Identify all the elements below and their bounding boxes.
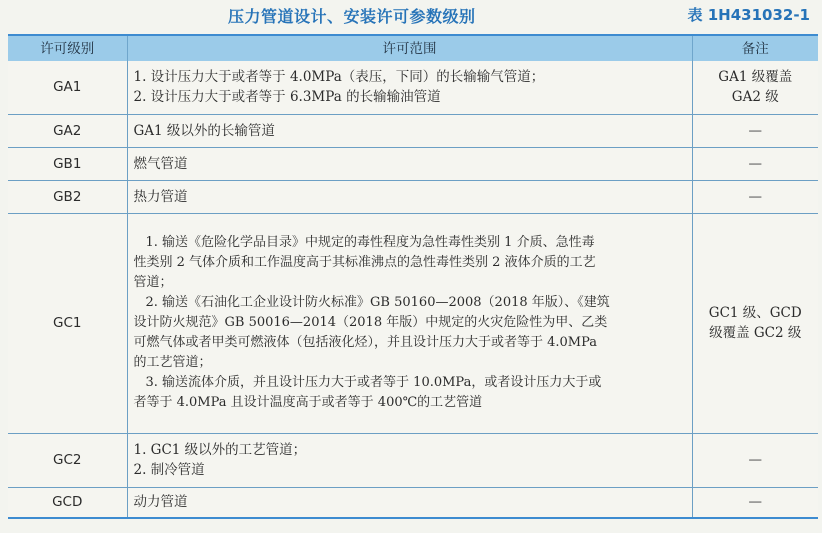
scope-line: 3. 输送流体介质，并且设计压力大于或者等于 10.0MPa，或者设计压力大于或 <box>145 375 602 390</box>
scope-cell <box>127 114 692 147</box>
table-header-row <box>8 35 818 61</box>
note-cell <box>692 433 818 487</box>
scope-cell <box>127 487 692 518</box>
note-line: — <box>748 452 762 468</box>
scope-line: GA1 级以外的长输管道 <box>133 122 275 139</box>
table-row <box>8 147 818 180</box>
scope-line: 设计防火规范》GB 50016—2014（2018 年版）中规定的火灾危险性为甲、乙类 <box>133 315 608 330</box>
level-cell: GB1 <box>8 147 127 180</box>
table-row <box>8 61 818 114</box>
note-cell <box>692 114 818 147</box>
table-row <box>8 180 818 213</box>
note-line: — <box>748 494 762 511</box>
scope-line: 2. 制冷管道 <box>133 462 205 478</box>
scope-line: 2. 设计压力大于或者等于 6.3MPa 的长输输油管道 <box>133 89 441 106</box>
level-cell: GA1 <box>8 61 127 114</box>
note-line: GA1 级覆盖 <box>718 69 793 86</box>
scope-line: 管道； <box>133 275 173 290</box>
scope-line: 可燃气体或者甲类可燃液体（包括液化烃），并且设计压力大于或者等于 4.0MPa <box>133 335 598 350</box>
table-row <box>8 213 818 433</box>
table-title: 压力管道设计、安装许可参数级别 <box>228 7 476 26</box>
table-number: 表 1H431032-1 <box>687 6 810 24</box>
scope-cell <box>127 61 692 114</box>
table-row <box>8 433 818 487</box>
scope-line: 性类别 2 气体介质和工作温度高于其标准沸点的急性毒性类别 2 液体介质的工艺 <box>133 255 596 270</box>
table-row <box>8 114 818 147</box>
note-cell <box>692 213 818 433</box>
note-line: GC1 级、GCD <box>708 305 802 321</box>
scope-line: 1. 设计压力大于或者等于 4.0MPa（表压，下同）的长输输气管道； <box>133 69 545 86</box>
permit-level-table <box>8 34 818 519</box>
level-cell: GC1 <box>8 213 127 433</box>
note-cell <box>692 147 818 180</box>
note-cell <box>692 487 818 518</box>
header-level: 许可级别 <box>8 35 127 61</box>
header-scope: 许可范围 <box>127 35 692 61</box>
scope-cell <box>127 180 692 213</box>
level-cell: GA2 <box>8 114 127 147</box>
scope-line: 2. 输送《石油化工企业设计防火标准》GB 50160—2008（2018 年版）、《建筑 <box>145 295 610 310</box>
scope-cell <box>127 213 692 433</box>
note-line: 级覆盖 GC2 级 <box>709 325 802 341</box>
note-line: — <box>748 188 762 205</box>
level-cell: GB2 <box>8 180 127 213</box>
scope-line: 热力管道 <box>133 188 188 205</box>
scope-line: 1. GC1 级以外的工艺管道； <box>133 442 307 458</box>
scope-line: 的工艺管道； <box>133 355 212 370</box>
note-cell <box>692 180 818 213</box>
note-cell <box>692 61 818 114</box>
scope-cell <box>127 147 692 180</box>
note-line: GA2 级 <box>731 89 779 106</box>
header-note: 备注 <box>692 35 818 61</box>
level-cell: GC2 <box>8 433 127 487</box>
note-line: — <box>748 155 762 172</box>
scope-line: 动力管道 <box>133 494 188 511</box>
table-row <box>8 487 818 518</box>
scope-line: 者等于 4.0MPa 且设计温度高于或者等于 400℃的工艺管道 <box>133 395 483 410</box>
scope-line: 燃气管道 <box>133 155 188 172</box>
note-line: — <box>748 122 762 139</box>
level-cell: GCD <box>8 487 127 518</box>
scope-cell <box>127 433 692 487</box>
scope-line: 1. 输送《危险化学品目录》中规定的毒性程度为急性毒性类别 1 介质、急性毒 <box>145 235 595 250</box>
table-caption <box>0 0 822 34</box>
